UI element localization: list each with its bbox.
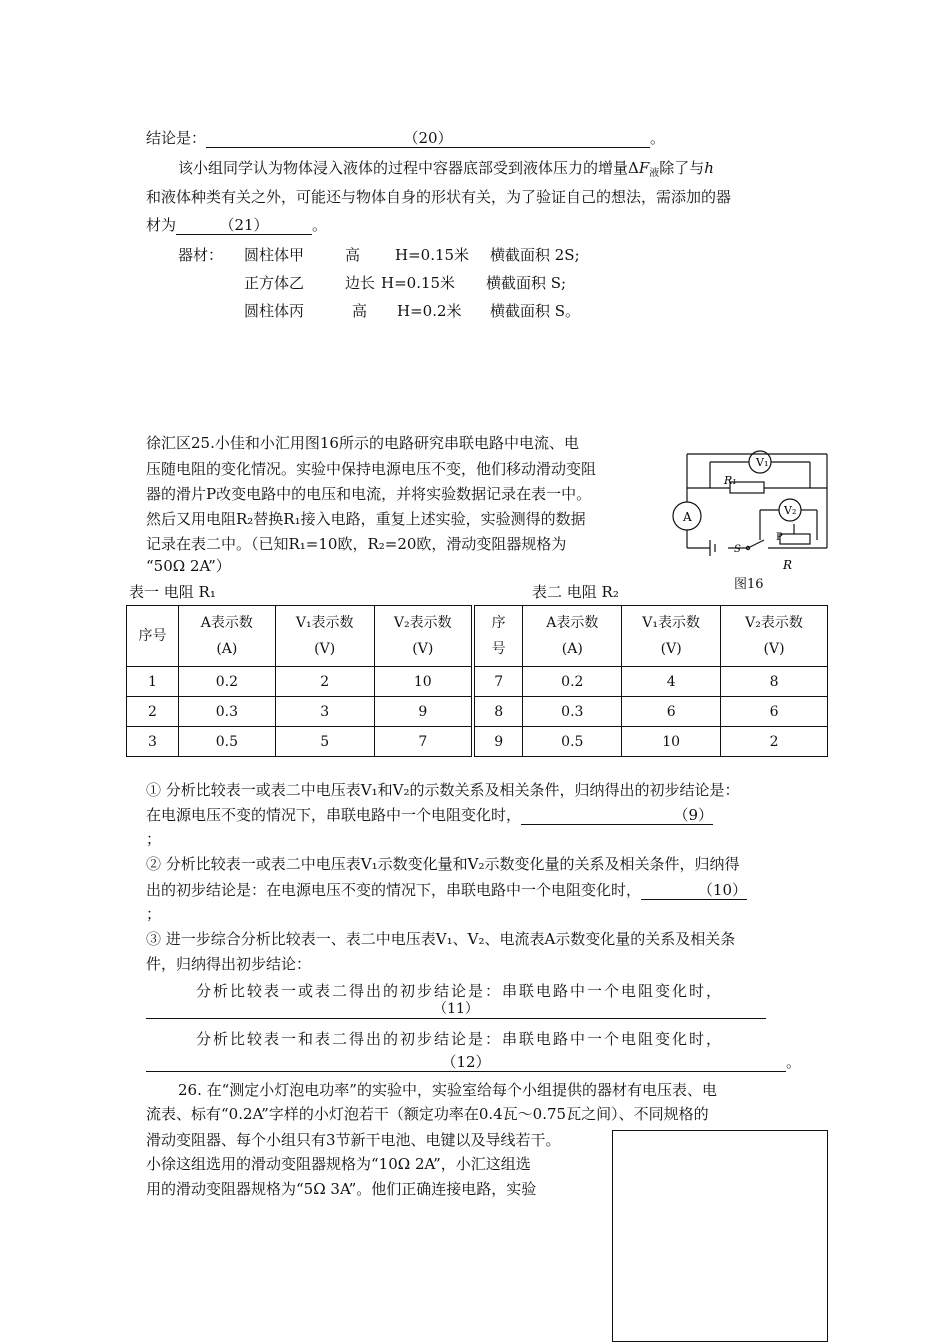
header-unit: (V) — [763, 641, 785, 657]
answer-blank-11[interactable]: （11） — [146, 1000, 766, 1019]
material-dim: 高 — [345, 246, 361, 264]
q25-line: 徐汇区25.小佳和小汇用图16所示的电路研究串联电路中电流、电 — [146, 434, 579, 452]
table-row — [127, 727, 828, 757]
s-label: S — [734, 544, 741, 555]
q26-line2: 流表、标有“0.2A”字样的小灯泡若干（额定功率在0.4瓦～0.75瓦之间）、不同规格的 — [146, 1105, 709, 1123]
material-name: 正方体乙 — [244, 274, 305, 292]
r1-label: R₁ — [724, 474, 737, 487]
c1-line2 — [146, 805, 713, 825]
material-area: 横截面积 S。 — [490, 302, 581, 320]
v2-label: V₂ — [784, 504, 797, 517]
table-row — [127, 667, 828, 697]
r-label: R — [783, 558, 793, 572]
material-item — [244, 301, 304, 321]
table-cell: 0.5 — [523, 727, 622, 757]
answer-box[interactable] — [612, 1130, 828, 1342]
header-label: 序号 — [138, 628, 167, 644]
c2-line1: ② 分析比较表一或表二中电压表V₁示数变化量和V₂示数变化量的关系及相关条件，归纳得 — [146, 855, 740, 873]
figure-caption: 图16 — [734, 577, 764, 592]
answer-blank-20[interactable]: （20） — [206, 129, 650, 148]
header-cell — [275, 606, 374, 667]
table-cell: 4 — [622, 667, 721, 697]
header-label: A表示数 — [200, 615, 253, 631]
header-label: V₂表示数 — [745, 615, 803, 631]
material-area: 横截面积 2S; — [490, 246, 580, 264]
materials-label: 器材： — [178, 246, 224, 264]
semicolon: ； — [146, 830, 162, 848]
table1-title: 表一 电阻 R₁ — [129, 583, 216, 601]
force-subscript: 液 — [649, 168, 660, 179]
header-cell — [622, 606, 721, 667]
para1-text-end: 除了与 — [659, 159, 705, 177]
q26-line3: 滑动变阻器、每个小组只有3节新干电池、电键以及导线若干。 — [146, 1131, 561, 1149]
table-cell: 8 — [473, 697, 523, 727]
conclusion-label: 结论是： — [146, 129, 207, 147]
answer-blank-21[interactable]: （21） — [176, 216, 312, 235]
header-cell — [721, 606, 828, 667]
table-cell: 0.3 — [178, 697, 275, 727]
table-cell: 9 — [473, 727, 523, 757]
header-row — [127, 606, 828, 667]
table-cell: 0.5 — [178, 727, 275, 757]
q26-line4: 小徐这组选用的滑动变阻器规格为“10Ω 2A”，小汇这组选 — [146, 1155, 531, 1173]
header-unit: (V) — [314, 641, 336, 657]
material-dim: 高 — [352, 302, 368, 320]
c2-text: 出的初步结论是：在电源电压不变的情况下，串联电路中一个电阻变化时， — [146, 881, 642, 899]
rheostat — [780, 534, 810, 544]
header-unit: (V) — [412, 641, 434, 657]
para1-line3-start: 材为 — [146, 216, 177, 234]
header-label: V₁表示数 — [295, 615, 354, 631]
header-cell — [523, 606, 622, 667]
table-cell: 8 — [721, 667, 828, 697]
c3-b: 分析比较表一和表二得出的初步结论是：串联电路中一个电阻变化时， — [196, 1030, 724, 1048]
table-cell: 3 — [275, 697, 374, 727]
material-name: 圆柱体丙 — [244, 302, 305, 320]
data-table — [126, 605, 828, 757]
table-cell: 7 — [473, 667, 523, 697]
c1-line1: ① 分析比较表一或表二中电压表V₁和V₂的示数关系及相关条件，归纳得出的初步结论是： — [146, 781, 740, 799]
material-name: 圆柱体甲 — [244, 246, 305, 264]
c3-a: 分析比较表一或表二得出的初步结论是：串联电路中一个电阻变化时， — [196, 982, 724, 1000]
semicolon: ； — [146, 905, 162, 923]
table-cell: 2 — [127, 697, 179, 727]
v1-label: V₁ — [756, 456, 769, 469]
header-label: V₁表示数 — [642, 615, 701, 631]
material-item — [244, 273, 304, 293]
para1-line3 — [146, 215, 327, 235]
para1-line3-end: 。 — [312, 216, 328, 234]
header-label: V₂表示数 — [393, 615, 452, 631]
table-cell: 9 — [374, 697, 473, 727]
material-item — [244, 245, 304, 265]
c3-b-line — [146, 1052, 801, 1072]
table-cell: 3 — [127, 727, 179, 757]
q25-line: 器的滑片P改变电路中的电压和电流，并将实验数据记录在表一中。 — [146, 485, 592, 503]
q26-line1: 26. 在“测定小灯泡电功率”的实验中，实验室给每个小组提供的器材有电压表、电 — [178, 1081, 717, 1099]
para1-line1 — [178, 158, 714, 184]
table-cell: 2 — [721, 727, 828, 757]
answer-blank-9[interactable]: （9） — [521, 806, 713, 825]
table-cell: 7 — [374, 727, 473, 757]
table-row — [127, 697, 828, 727]
h-symbol: h — [704, 159, 714, 177]
answer-blank-10[interactable]: （10） — [641, 881, 747, 900]
c2-line2 — [146, 880, 747, 900]
table-cell: 0.3 — [523, 697, 622, 727]
header-unit: (A) — [561, 641, 583, 657]
material-h: H=0.2米 — [397, 302, 462, 320]
header-cell — [127, 606, 179, 667]
table2-title: 表二 电阻 R₂ — [532, 583, 619, 601]
header-label: A表示数 — [546, 615, 599, 631]
header-unit: (V) — [660, 641, 682, 657]
c3-line2: 件，归纳得出初步结论： — [146, 955, 312, 973]
table-cell: 1 — [127, 667, 179, 697]
para1-line2: 和液体种类有关之外，可能还与物体自身的形状有关，为了验证自己的想法，需添加的器 — [146, 188, 732, 206]
q25-line: “50Ω 2A”） — [146, 557, 231, 575]
switch-blade — [748, 540, 764, 548]
table-cell: 0.2 — [178, 667, 275, 697]
c3-line1: ③ 进一步综合分析比较表一、表二中电压表V₁、V₂、电流表A示数变化量的关系及相关条 — [146, 930, 736, 948]
q25-line: 压随电阻的变化情况。实验中保持电源电压不变，他们移动滑动变阻 — [146, 460, 597, 478]
para1-text: 该小组同学认为物体浸入液体的过程中容器底部受到液体压力的增量Δ — [178, 159, 639, 177]
conclusion-line — [146, 128, 665, 148]
header-cell — [473, 606, 523, 667]
table-cell: 0.2 — [523, 667, 622, 697]
header-cell — [374, 606, 473, 667]
table-cell: 10 — [622, 727, 721, 757]
table-cell: 6 — [622, 697, 721, 727]
q25-line: 记录在表二中。（已知R₁=10欧，R₂=20欧，滑动变阻器规格为 — [146, 535, 567, 553]
header-unit: (A) — [216, 641, 238, 657]
table-cell: 5 — [275, 727, 374, 757]
table-cell: 10 — [374, 667, 473, 697]
period: 。 — [650, 129, 666, 147]
header-unit: 号 — [491, 641, 506, 657]
a-label: A — [683, 510, 692, 524]
material-dim: 边长 — [345, 274, 376, 292]
force-symbol: F — [638, 159, 650, 177]
circuit-diagram — [670, 440, 840, 590]
header-cell — [178, 606, 275, 667]
material-area: 横截面积 S; — [486, 274, 567, 292]
table-cell: 2 — [275, 667, 374, 697]
q26-line5: 用的滑动变阻器规格为“5Ω 3A”。他们正确连接电路，实验 — [146, 1180, 537, 1198]
header-label: 序 — [491, 615, 506, 631]
table-cell: 6 — [721, 697, 828, 727]
answer-blank-12[interactable]: （12） — [146, 1053, 786, 1072]
c1-text: 在电源电压不变的情况下，串联电路中一个电阻变化时， — [146, 806, 522, 824]
material-h: H=0.15米 — [395, 246, 470, 264]
material-h: H=0.15米 — [381, 274, 456, 292]
q25-line: 然后又用电阻R₂替换R₁接入电路，重复上述实验，实验测得的数据 — [146, 510, 586, 528]
p-label: P — [776, 532, 783, 543]
period: 。 — [786, 1053, 802, 1071]
